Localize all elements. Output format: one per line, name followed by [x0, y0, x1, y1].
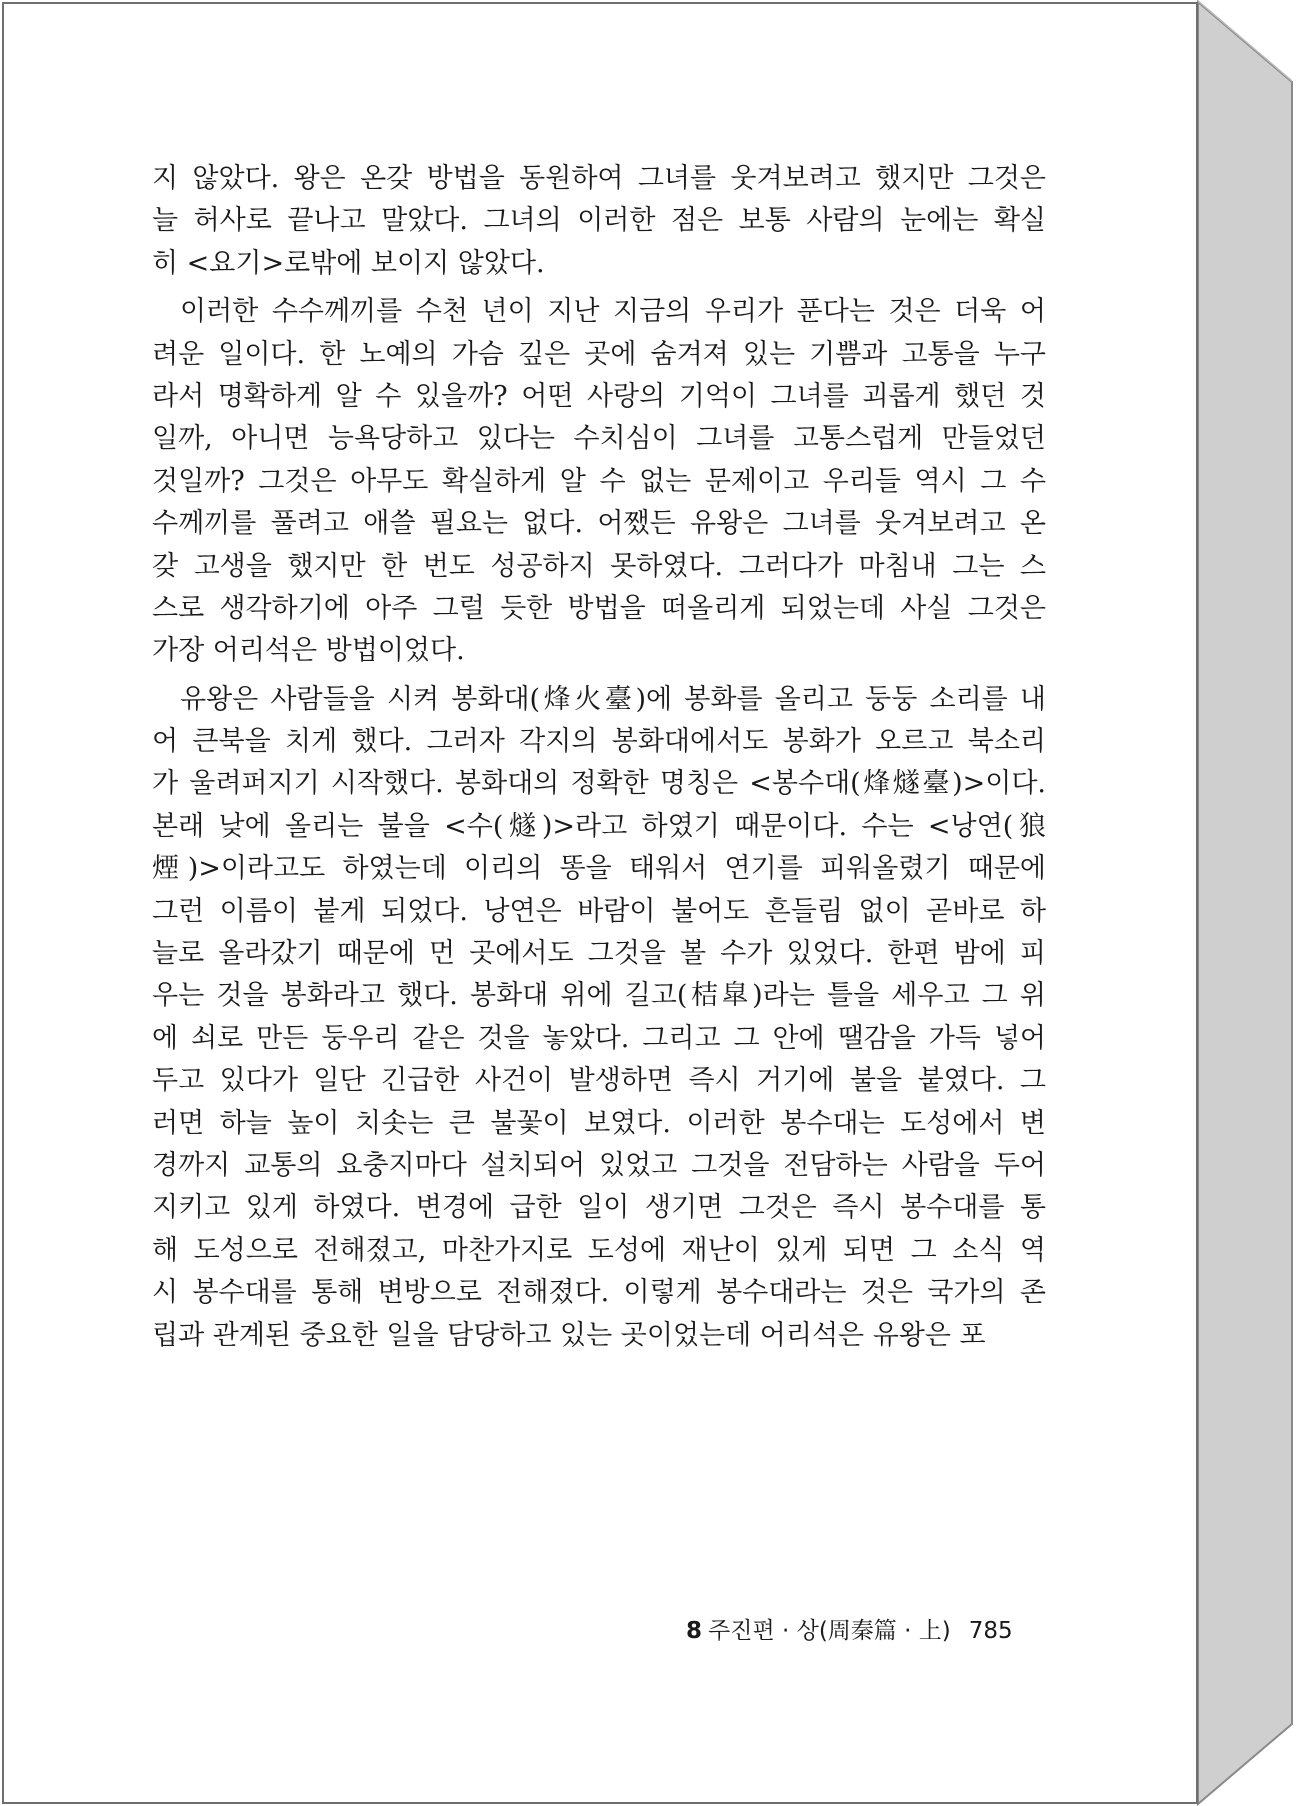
text-line: 유왕은 사람들을 시켜 봉화대(烽火臺)에 봉화를 올리고 둥둥 소리를 내	[180, 683, 1046, 715]
text-line: 립과 관계된 중요한 일을 담당하고 있는 곳이었는데 어리석은 유왕은 포	[152, 1319, 986, 1351]
text-line: 늘로 올라갔기 때문에 먼 곳에서도 그것을 볼 수가 있었다. 한편 밤에 피	[152, 938, 1046, 970]
text-line: 일까, 아니면 능욕당하고 있다는 수치심이 그녀를 고통스럽게 만들었던	[152, 423, 1046, 455]
chapter-number: 8	[686, 1618, 703, 1644]
text-line: 지 않았다. 왕은 온갖 방법을 동원하여 그녀를 웃겨보려고 했지만 그것은	[152, 163, 1046, 194]
text-line: 지키고 있게 하였다. 변경에 급한 일이 생기면 그것은 즉시 봉수대를 통	[152, 1192, 1046, 1224]
paragraph	[152, 291, 1046, 673]
running-footer	[686, 1612, 1013, 1645]
text-line: 것일까? 그것은 아무도 확실하게 알 수 없는 문제이고 우리들 역시 그 수	[152, 465, 1046, 497]
text-line: 려운 일이다. 한 노예의 가슴 깊은 곳에 숨겨져 있는 기쁨과 고통을 누구	[152, 338, 1046, 370]
page-number: 785	[968, 1618, 1013, 1644]
paragraph	[152, 158, 1046, 285]
paragraph	[152, 679, 1046, 1357]
text-line: 해 도성으로 전해졌고, 마찬가지로 도성에 재난이 있게 되면 그 소식 역	[152, 1234, 1046, 1266]
text-line: 늘 허사로 끝나고 말았다. 그녀의 이러한 점은 보통 사람의 눈에는 확실	[152, 205, 1046, 237]
text-line: 스로 생각하기에 아주 그럴 듯한 방법을 떠올리게 되었는데 사실 그것은	[152, 592, 1046, 624]
text-line: 가장 어리석은 방법이었다.	[152, 635, 465, 667]
text-line: 煙)>이라고도 하였는데 이리의 똥을 태워서 연기를 피워올렸기 때문에	[152, 853, 1046, 885]
text-line: 이러한 수수께끼를 수천 년이 지난 지금의 우리가 푼다는 것은 더욱 어	[180, 296, 1046, 328]
text-line: 시 봉수대를 통해 변방으로 전해졌다. 이렇게 봉수대라는 것은 국가의 존	[152, 1277, 1046, 1309]
text-line: 경까지 교통의 요충지마다 설치되어 있었고 그것을 전담하는 사람을 두어	[152, 1149, 1046, 1181]
text-line: 본래 낮에 올리는 불을 <수(燧)>라고 하였기 때문이다. 수는 <낭연(狼	[152, 810, 1046, 842]
page-stack-top	[1198, 2, 1292, 1804]
text-line: 두고 있다가 일단 긴급한 사건이 발생하면 즉시 거기에 불을 붙였다. 그	[152, 1065, 1046, 1097]
section-title: 주진편 · 상(周秦篇 · 上)	[708, 1618, 951, 1644]
text-line: 어 큰북을 치게 했다. 그러자 각지의 봉화대에서도 봉화가 오르고 북소리	[152, 726, 1046, 758]
text-line: 우는 것을 봉화라고 했다. 봉화대 위에 길고(桔皐)라는 틀을 세우고 그 위	[152, 980, 1046, 1012]
text-line: 수께끼를 풀려고 애쓸 필요는 없다. 어쨌든 유왕은 그녀를 웃겨보려고 온	[152, 508, 1046, 540]
text-line: 러면 하늘 높이 치솟는 큰 불꽃이 보였다. 이러한 봉수대는 도성에서 변	[152, 1107, 1046, 1139]
text-line: 그런 이름이 붙게 되었다. 낭연은 바람이 불어도 흔들림 없이 곧바로 하	[152, 895, 1046, 927]
body-text	[152, 158, 1046, 1363]
text-line: 히 <요기>로밖에 보이지 않았다.	[152, 247, 545, 279]
text-line: 에 쇠로 만든 둥우리 같은 것을 놓았다. 그리고 그 안에 땔감을 가득 넣어	[152, 1022, 1046, 1054]
text-line: 갖 고생을 했지만 한 번도 성공하지 못하였다. 그러다가 마침내 그는 스	[152, 550, 1046, 582]
text-line: 라서 명확하게 알 수 있을까? 어떤 사랑의 기억이 그녀를 괴롭게 했던 것	[152, 380, 1046, 412]
text-line: 가 울려퍼지기 시작했다. 봉화대의 정확한 명칭은 <봉수대(烽燧臺)>이다.	[152, 768, 1046, 800]
